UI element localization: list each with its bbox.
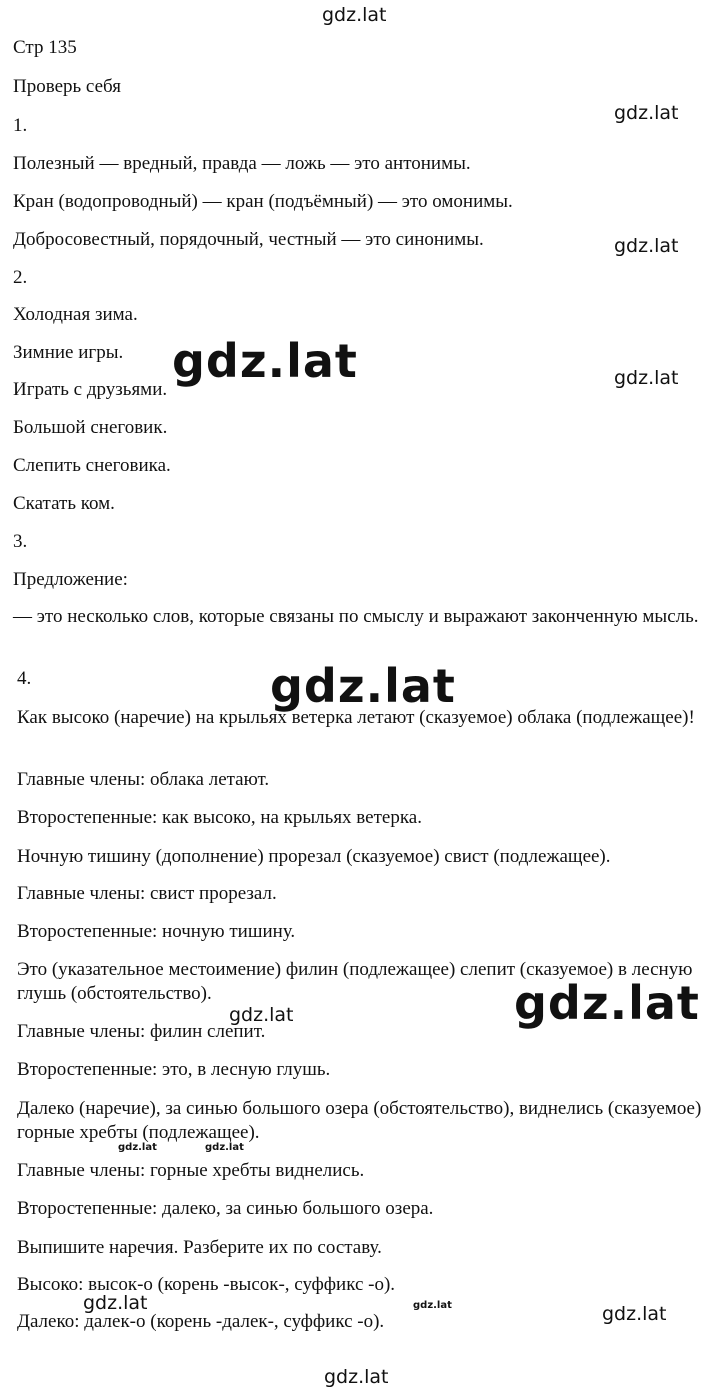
page-number: Стр 135 [13,37,77,58]
exercise-number: 2. [13,267,28,288]
watermark: gdz.lat [602,1303,667,1325]
text-line: Это (указательное местоимение) филин (подлежащее) слепит (сказуемое) в лесную глушь (обстоятельство). [17,959,693,1004]
text-line: Главные члены: свист прорезал. [17,883,277,904]
text-line: Далеко (наречие), за синью большого озера (обстоятельство), виднелись (сказуемое) горные хребты (подлежащее). [17,1098,702,1143]
text-line: Как высоко (наречие) на крыльях ветерка летают (сказуемое) облака (подлежащее)! [17,707,695,728]
exercise-number: 3. [13,531,28,552]
text-line: Ночную тишину (дополнение) прорезал (сказуемое) свист (подлежащее). [17,846,611,867]
watermark: gdz.lat [614,367,679,389]
watermark: gdz.lat [413,1300,452,1311]
watermark: gdz.lat [172,334,358,388]
text-line: Кран (водопроводный) — кран (подъёмный) — это омонимы. [13,191,513,212]
text-line: Главные члены: филин слепит. [17,1021,266,1042]
text-line: Второстепенные: ночную тишину. [17,921,296,942]
exercise-number: 1. [13,115,28,136]
text-line: Главные члены: горные хребты виднелись. [17,1160,365,1181]
text-line: Полезный — вредный, правда — ложь — это антонимы. [13,153,471,174]
text-line: Зимние игры. [13,342,124,363]
watermark: gdz.lat [83,1292,148,1314]
text-line: Высоко: высок-о (корень -высок-, суффикс -о). [17,1274,396,1295]
text-line: Второстепенные: это, в лесную глушь. [17,1059,331,1080]
text-line: Большой снеговик. [13,417,168,438]
text-line: Скатать ком. [13,493,115,514]
watermark: gdz.lat [614,102,679,124]
text-line: Второстепенные: далеко, за синью большого озера. [17,1198,434,1219]
section-title: Проверь себя [13,76,121,97]
text-line: Главные члены: облака летают. [17,769,270,790]
text-line: Добросовестный, порядочный, честный — это синонимы. [13,229,484,250]
watermark: gdz.lat [205,1142,244,1153]
text-line: — это несколько слов, которые связаны по смыслу и выражают законченную мысль. [13,606,699,627]
text-line: Далеко: далек-о (корень -далек-, суффикс -о). [17,1311,385,1332]
watermark: gdz.lat [324,1366,389,1388]
watermark: gdz.lat [514,976,700,1030]
text-line: Предложение: [13,569,128,590]
text-line: Слепить снеговика. [13,455,171,476]
watermark: gdz.lat [118,1142,157,1153]
watermark: gdz.lat [614,235,679,257]
text-line: Выпишите наречия. Разберите их по составу. [17,1237,382,1258]
text-line: Холодная зима. [13,304,138,325]
watermark: gdz.lat [322,4,387,26]
watermark: gdz.lat [229,1004,294,1026]
text-line: Второстепенные: как высоко, на крыльях ветерка. [17,807,422,828]
exercise-number: 4. [17,668,32,689]
text-line: Играть с друзьями. [13,379,168,400]
watermark: gdz.lat [270,659,456,713]
